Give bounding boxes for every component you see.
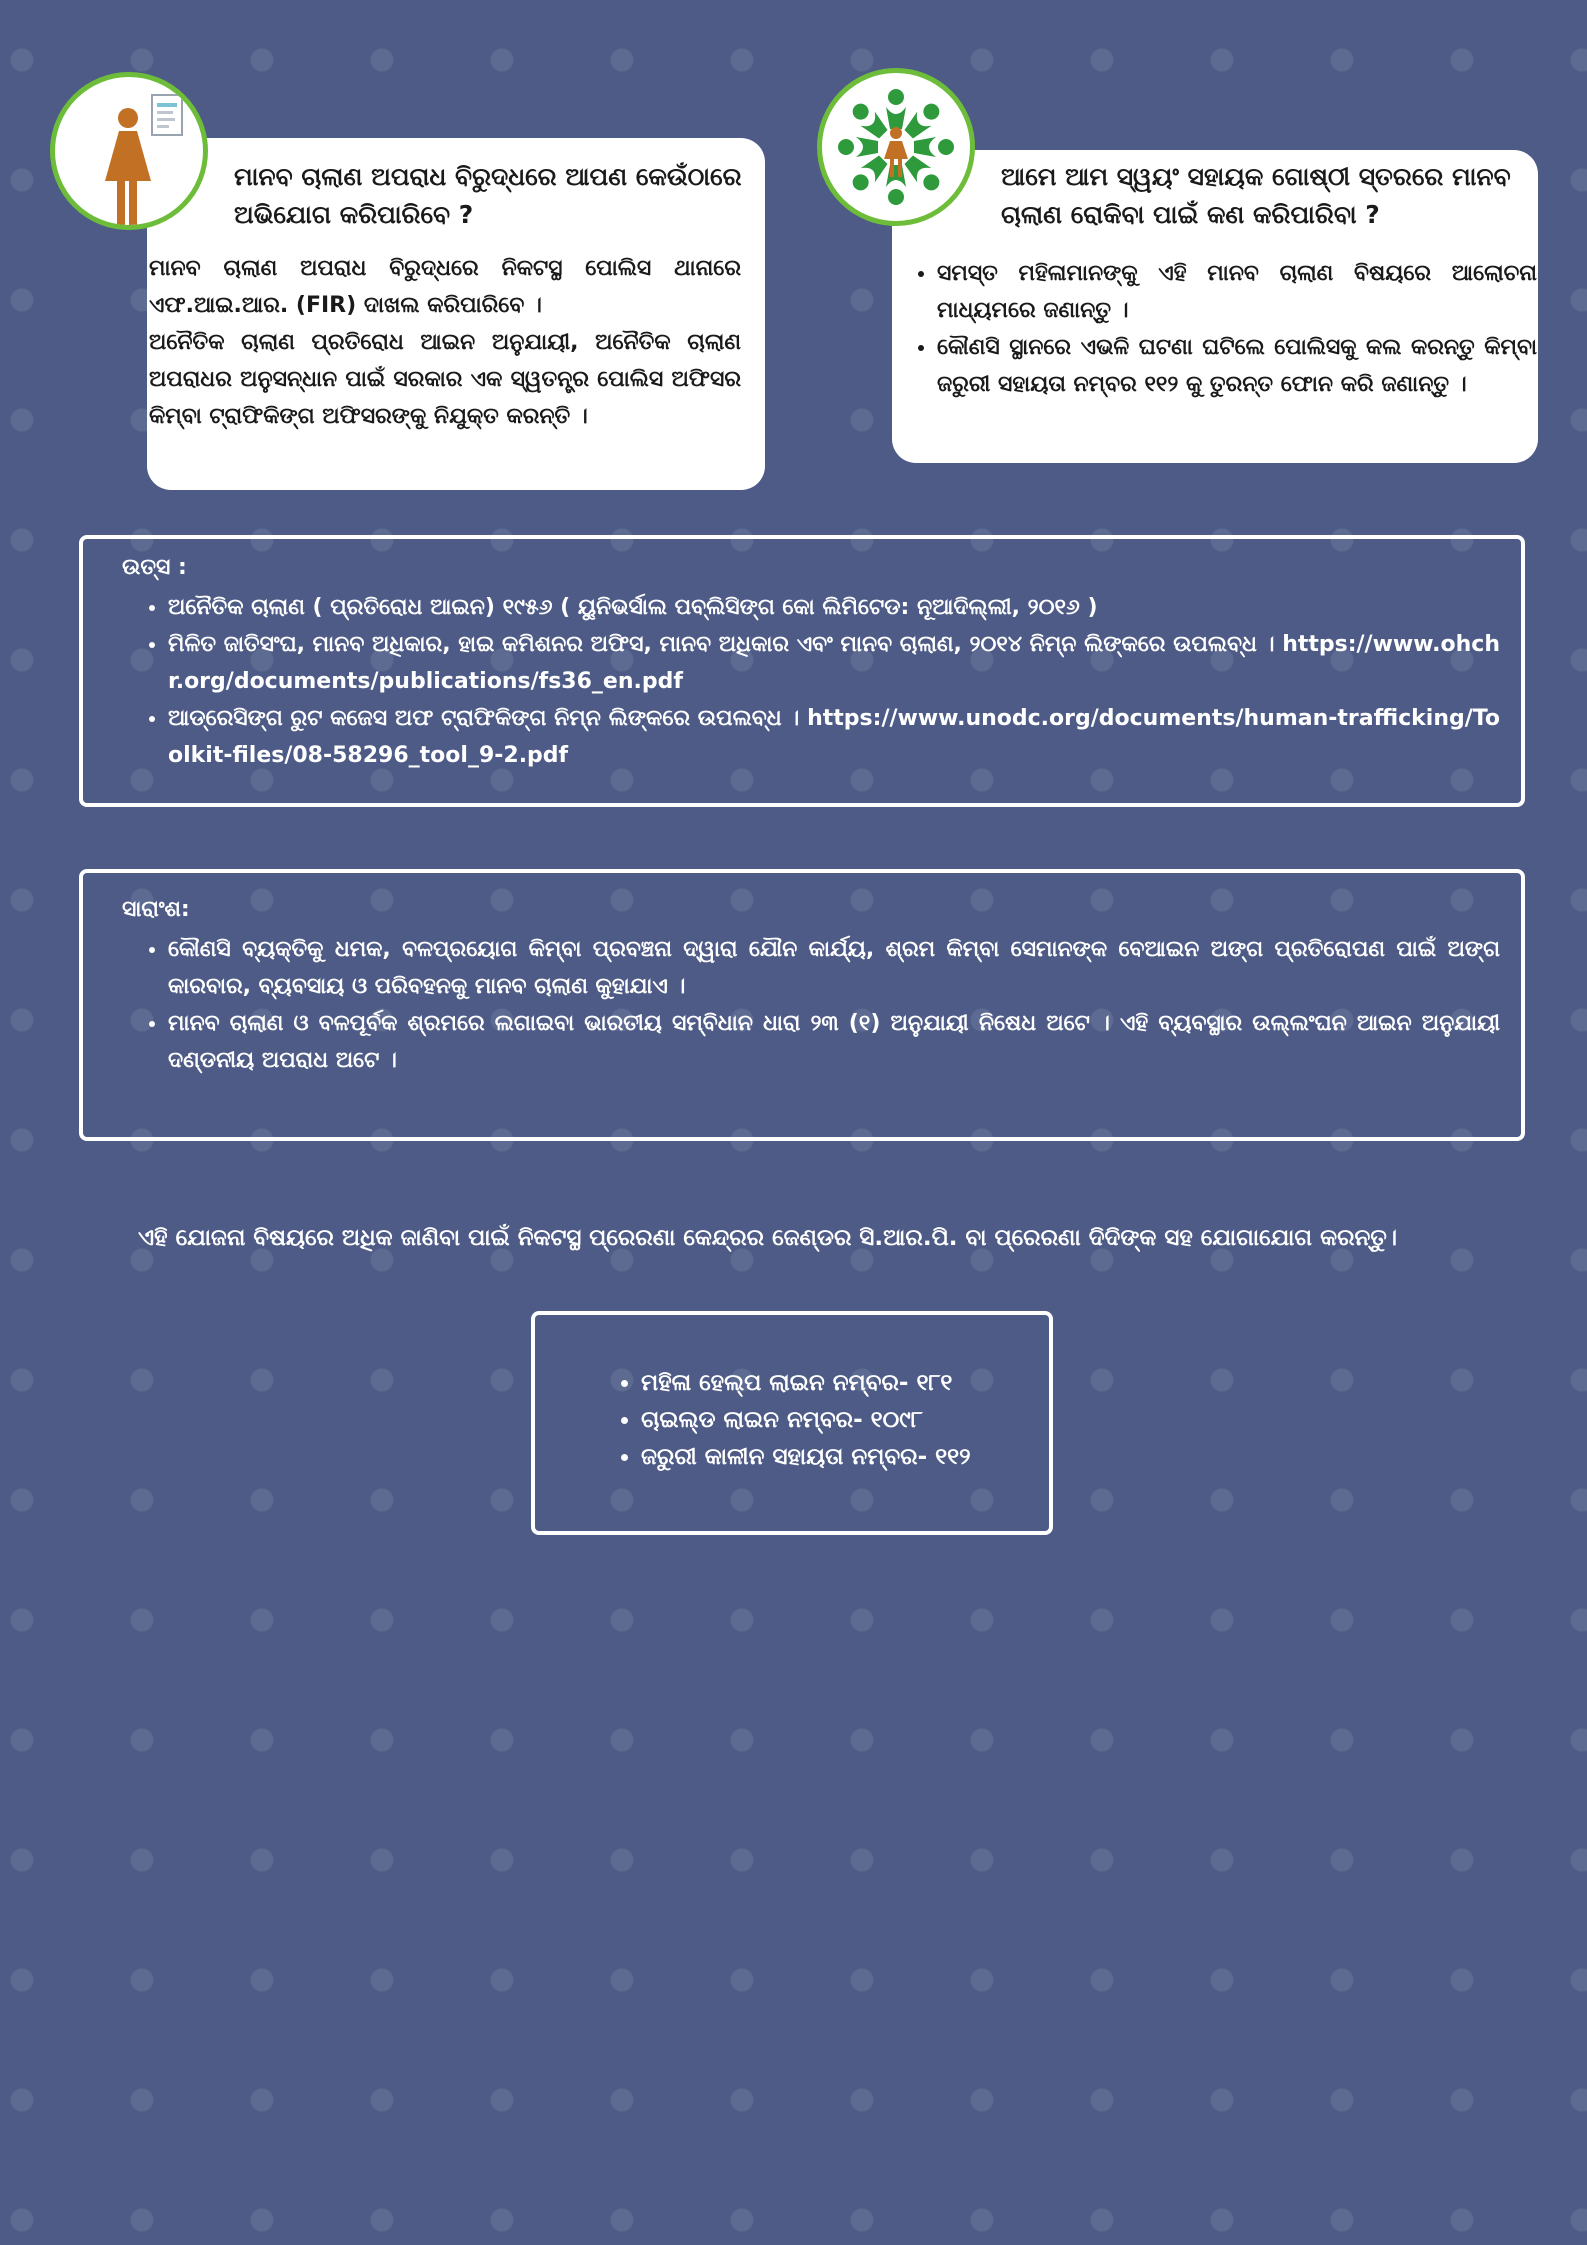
list-item: • ସମସ୍ତ ମହିଳାମାନଙ୍କୁ ଏହି ମାନବ ଚାଲାଣ ବିଷୟରେ ଆଲୋଚନା ମାଧ୍ୟମରେ ଜଣାନ୍ତୁ । xyxy=(937,255,1537,329)
summary-item: • ମାନବ ଚାଲାଣ ଓ ବଳପୂର୍ବକ ଶ୍ରମରେ ଲଗାଇବା ଭାରତୀୟ ସମ୍ବିଧାନ ଧାରା ୨୩ (୧) ଅନୁଯାୟୀ ନିଷେଧ ଅଟେ । ଏହି ବ୍ୟବସ୍ଥାର ଉଲ୍ଲଂଘନ ଆଇନ ଅନୁଯାୟୀ ଦଣ୍ଡନୀୟ ଅପରାଧ ଅଟେ । xyxy=(168,1005,1500,1079)
complaint-paragraph: ମାନବ ଚାଲାଣ ଅପରାଧ ବିରୁଦ୍ଧରେ ନିକଟସ୍ଥ ପୋଲିସ ଥାନାରେ ଏଫ.ଆଇ.ଆର. (FIR) ଦାଖଲ କରିପାରିବେ । xyxy=(149,256,741,318)
source-text: ଆଡ୍ରେସିଙ୍ଗ ରୁଟ କଜେସ ଅଫ ଟ୍ରାଫିକିଙ୍ଗ ନିମ୍ନ ଲିଙ୍କରେ ଉପଲବ୍ଧ । xyxy=(168,706,800,731)
sources-box xyxy=(79,535,1525,807)
shg-card-title: ଆମେ ଆମ ସ୍ୱୟଂ ସହାୟକ ଗୋଷ୍ଠୀ ସ୍ତରରେ ମାନବ ଚାଲାଣ ରୋକିବା ପାଇଁ କଣ କରିପାରିବା ? xyxy=(1001,162,1511,229)
summary-heading: ସାରାଂଶ: xyxy=(122,897,190,922)
helpline-item: • ଜରୁରୀ କାଳୀନ ସହାୟତା ନମ୍ବର- ୧୧୨ xyxy=(641,1439,971,1476)
summary-box xyxy=(79,869,1525,1141)
source-text: ମିଳିତ ଜାତିସଂଘ, ମାନବ ଅଧିକାର, ହାଇ କମିଶନର ଅଫିସ, ମାନବ ଅଧିକାର ଏବଂ ମାନବ ଚାଲାଣ, ୨୦୧୪ ନିମ୍ନ ଲିଙ୍କରେ ଉପଲବ୍ଧ । xyxy=(168,632,1275,657)
complaint-card-title: ମାନବ ଚାଲାଣ ଅପରାଧ ବିରୁଦ୍ଧରେ ଆପଣ କେଉଁଠାରେ ଅଭିଯୋଗ କରିପାରିବେ ? xyxy=(234,162,742,229)
shg-card xyxy=(892,150,1538,463)
source-item xyxy=(168,589,1500,626)
source-link[interactable]: https://www.ohchr.org/documents/publications/fs36_en.pdf xyxy=(168,632,1500,694)
woman-with-document-icon xyxy=(50,72,208,230)
source-link[interactable]: https://www.unodc.org/documents/human-trafficking/Toolkit-files/08-58296_tool_9-2.pdf xyxy=(168,706,1500,768)
sources-heading: ଉତ୍ସ : xyxy=(122,555,187,580)
shg-action-list xyxy=(911,255,1537,403)
summary-item: • କୌଣସି ବ୍ୟକ୍ତିକୁ ଧମକ, ବଳପ୍ରୟୋଗ କିମ୍ବା ପ୍ରବଞ୍ଚନା ଦ୍ୱାରା ଯୌନ କାର୍ଯ୍ୟ, ଶ୍ରମ କିମ୍ବା ସେମାନଙ୍କ ବେଆଇନ ଅଙ୍ଗ ପ୍ରତିରୋପଣ ପାଇଁ ଅଙ୍ଗ କାରବାର, ବ୍ୟବସାୟ ଓ ପରିବହନକୁ ମାନବ ଚାଲାଣ କୁହାଯାଏ । xyxy=(168,931,1500,1005)
source-item xyxy=(168,700,1500,774)
helpline-list xyxy=(615,1365,971,1476)
complaint-card-body xyxy=(149,250,741,435)
contact-info-line: ଏହି ଯୋଜନା ବିଷୟରେ ଅଧିକ ଜାଣିବା ପାଇଁ ନିକଟସ୍ଥ ପ୍ରେରଣା କେନ୍ଦ୍ରର ଜେଣ୍ଡର ସି.ଆର.ପି. ବା ପ୍ରେରଣା ଦିଦିଙ୍କ ସହ ଯୋଗାଯୋଗ କରନ୍ତୁ। xyxy=(138,1225,1398,1251)
summary-list xyxy=(143,931,1500,1079)
complaint-card xyxy=(147,138,765,490)
complaint-paragraph: ଅନୈତିକ ଚାଲାଣ ପ୍ରତିରୋଧ ଆଇନ ଅନୁଯାୟୀ, ଅନୈତିକ ଚାଲାଣ ଅପରାଧର ଅନୁସନ୍ଧାନ ପାଇଁ ସରକାର ଏକ ସ୍ୱତନ୍ତ୍ର ପୋଲିସ ଅଫିସର କିମ୍ବା ଟ୍ରାଫିକିଙ୍ଗ ଅଫିସରଙ୍କୁ ନିଯୁକ୍ତ କରନ୍ତି । xyxy=(149,330,741,429)
shg-circle-of-women-icon xyxy=(817,68,975,226)
helpline-box xyxy=(531,1311,1053,1535)
source-item xyxy=(168,626,1500,700)
helpline-item: • ମହିଳା ହେଲ୍ପ ଲାଇନ ନମ୍ବର- ୧୮୧ xyxy=(641,1365,971,1402)
sources-list xyxy=(143,589,1500,774)
source-text: ଅନୈତିକ ଚାଲାଣ ( ପ୍ରତିରୋଧ ଆଇନ) ୧୯୫୬ ( ୟୁନିଭର୍ସାଲ ପବ୍ଲିସିଙ୍ଗ କୋ ଲିମିଟେଡ: ନୂଆଦିଲ୍ଲୀ, ୨୦୧୬ ) xyxy=(168,595,1098,620)
helpline-item: • ଚାଇଲ୍ଡ ଲାଇନ ନମ୍ବର- ୧୦୯୮ xyxy=(641,1402,971,1439)
list-item: • କୌଣସି ସ୍ଥାନରେ ଏଭଳି ଘଟଣା ଘଟିଲେ ପୋଲିସକୁ କଲ କରନ୍ତୁ କିମ୍ବା ଜରୁରୀ ସହାୟତା ନମ୍ବର ୧୧୨ କୁ ତୁରନ୍ତ ଫୋନ କରି ଜଣାନ୍ତୁ । xyxy=(937,329,1537,403)
